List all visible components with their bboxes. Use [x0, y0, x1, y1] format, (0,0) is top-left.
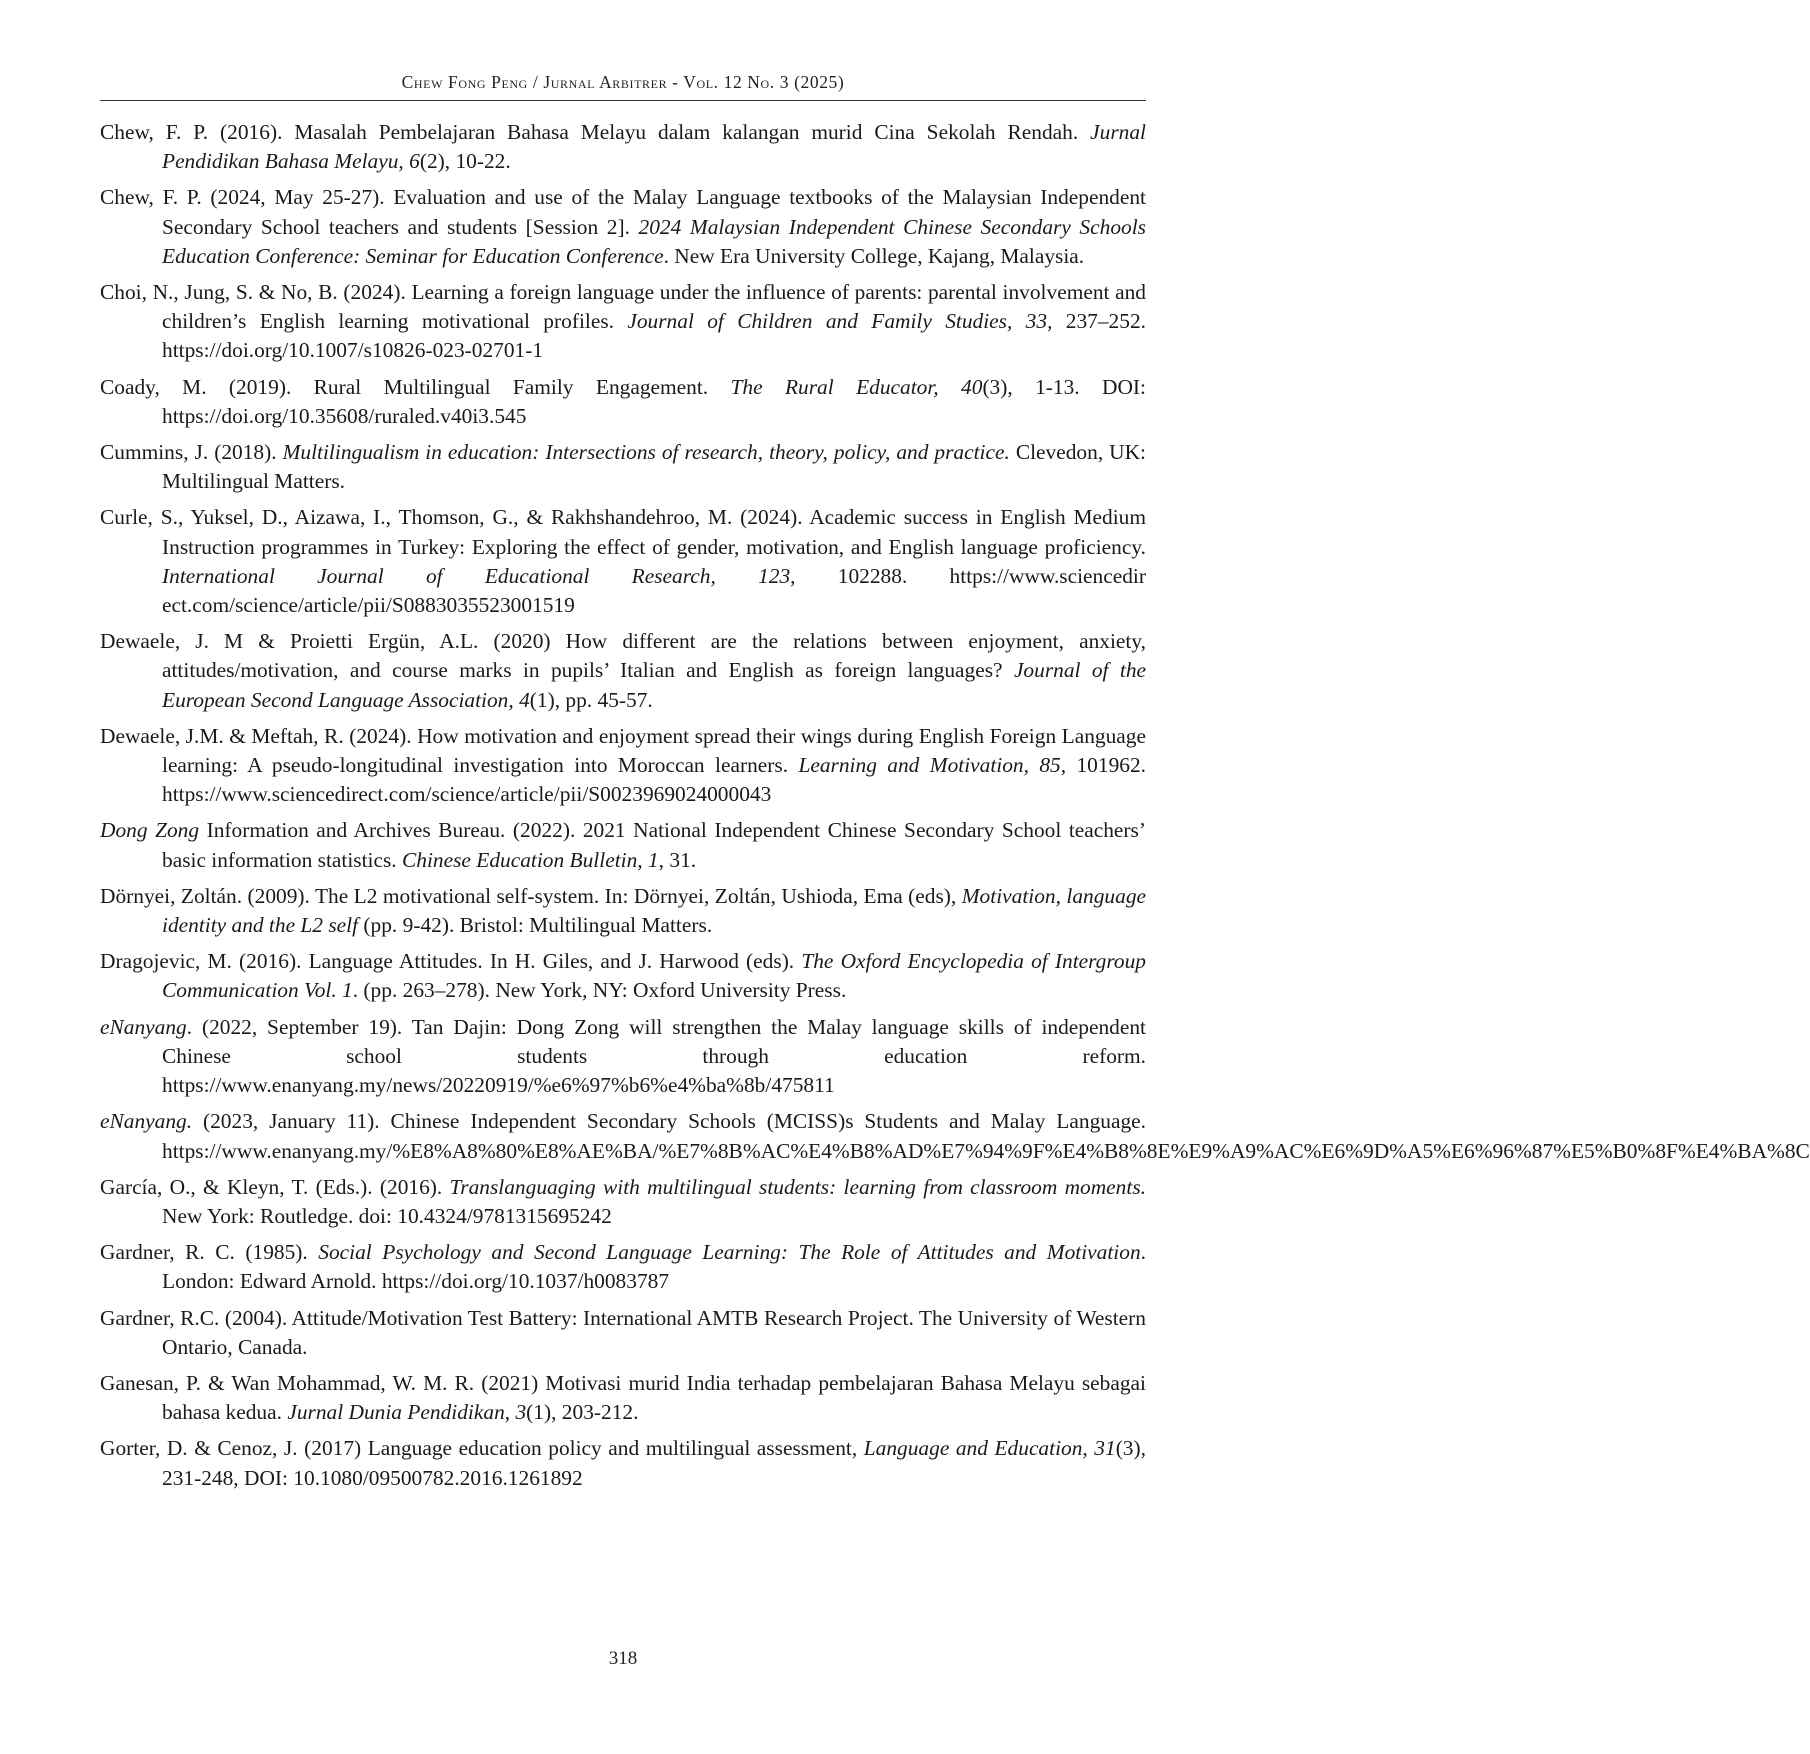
- reference-text-segment: Dewaele, J. M & Proietti Ergün, A.L. (2020) How different are the relations between enjoyment, anxiety, attitudes/motivation, and course marks in pupils’ Italian and English as foreign languages?: [100, 629, 1146, 683]
- reference-italic-segment: Journal of Children and Family Studies, 33,: [627, 309, 1053, 334]
- reference-text-segment: . New Era University College, Kajang, Malaysia.: [663, 243, 1085, 268]
- reference-text-segment: Information and Archives Bureau. (2022). 2021 National Independent Chinese Secondary School teachers’ basic information statistics.: [162, 818, 1146, 872]
- reference-entry: [100, 278, 1146, 366]
- reference-text-segment: Gardner, R.C. (2004). Attitude/Motivation Test Battery: International AMTB Research Project. The University of Western Ontario, Canada.: [100, 1305, 1146, 1359]
- reference-italic-segment: Jurnal Dunia Pendidikan: [287, 1400, 505, 1425]
- reference-text-segment: Chew, F. P. (2016). Masalah Pembelajaran Bahasa Melayu dalam kalangan murid Cina Sekolah Rendah.: [100, 120, 1091, 144]
- reference-entry: [100, 1107, 1810, 1165]
- reference-entry: [100, 183, 1146, 271]
- reference-entry: [100, 882, 1146, 940]
- header-rule: [100, 100, 1146, 101]
- reference-text-segment: ,: [504, 1400, 516, 1425]
- reference-text-segment: New York: Routledge. doi: 10.4324/9781315695242: [162, 1203, 612, 1228]
- reference-italic-segment: Multilingualism in education: Intersections of research, theory, policy, and practice.: [282, 440, 1010, 465]
- reference-text-segment: Gorter, D. & Cenoz, J. (2017) Language education policy and multilingual assessment,: [100, 1436, 864, 1461]
- reference-entry: [100, 1238, 1146, 1296]
- reference-text-segment: Coady, M. (2019). Rural Multilingual Family Engagement.: [100, 374, 731, 399]
- reference-text-segment: Cummins, J. (2018).: [100, 440, 283, 465]
- reference-text-segment: Dragojevic, M. (2016). Language Attitudes. In H. Giles, and J. Harwood (eds).: [100, 949, 802, 974]
- reference-entry: [100, 816, 1146, 874]
- reference-entry: [100, 1369, 1146, 1427]
- reference-text-segment: Clevedon, UK: Multilingual Matters.: [162, 440, 1146, 494]
- reference-text-segment: (2023, January 11). Chinese Independent Secondary Schools (MCISS)s Students and Malay Language. https://www.enanyang.my/%E8%A8%80%E8%AE%BA/%E7%8B%AC%E4%B8%AD%E7%94%9F%E4%B8%8E%E9%A9%AC%E6%9D%A5%E6%96%87%E5%B0%8F%E4%BA%8C: [162, 1109, 1810, 1163]
- reference-entry: [100, 438, 1146, 496]
- reference-italic-segment: Chinese Education Bulletin, 1: [402, 847, 659, 872]
- reference-entry: [100, 1173, 1146, 1231]
- page-number: 318: [608, 1648, 638, 1669]
- reference-italic-segment: Learning and Motivation, 85: [798, 753, 1061, 778]
- reference-italic-segment: Social Psychology and Second Language Learning: The Role of Attitudes and Motivation: [318, 1240, 1141, 1265]
- reference-italic-segment: International Journal of Educational Research, 123: [162, 563, 791, 588]
- reference-text-segment: (3), 1-13. DOI: https://doi.org/10.35608/ruraled.v40i3.545: [162, 374, 1146, 428]
- reference-italic-segment: eNanyang: [100, 1014, 187, 1039]
- reference-text-segment: . London: Edward Arnold. https://doi.org/10.1037/h0083787: [162, 1240, 1147, 1294]
- running-header: Chew Fong Peng / Jurnal Arbitrer - Vol. 12 No. 3 (2025): [401, 72, 845, 92]
- reference-italic-segment: The Rural Educator, 40: [730, 374, 983, 399]
- reference-entry: [100, 627, 1146, 715]
- reference-italic-segment: Motivation, language identity and the L2 self: [162, 883, 1147, 938]
- reference-italic-segment: 2024 Malaysian Independent Chinese Secondary Schools Education Conference: Seminar for Education Conference: [162, 214, 1146, 268]
- reference-italic-segment: Jurnal Pendidikan Bahasa Melayu, 6: [162, 120, 1146, 174]
- reference-text-segment: (1), pp. 45-57.: [529, 687, 653, 712]
- reference-italic-segment: Journal of the European Second Language Association, 4: [162, 658, 1147, 712]
- reference-text-segment: Choi, N., Jung, S. & No, B. (2024). Learning a foreign language under the influence of parents: parental involvement and children’s English learning motivational profiles.: [100, 280, 1146, 334]
- reference-text-segment: Chew, F. P. (2024, May 25-27). Evaluation and use of the Malay Language textbooks of the Malaysian Independent Secondary School teachers and students [Session 2].: [100, 185, 1146, 239]
- reference-text-segment: (pp. 9-42). Bristol: Multilingual Matters.: [358, 913, 713, 938]
- reference-text-segment: , 102288. https://www.sciencedir ect.com/science/article/pii/S0883035523001519: [162, 563, 1146, 618]
- reference-text-segment: Gardner, R. C. (1985).: [100, 1240, 319, 1265]
- reference-text-segment: Ganesan, P. & Wan Mohammad, W. M. R. (2021) Motivasi murid India terhadap pembelajaran Bahasa Melayu sebagai bahasa kedua.: [100, 1370, 1146, 1425]
- reference-italic-segment: Language and Education, 31: [863, 1436, 1116, 1461]
- reference-text-segment: . (2022, September 19). Tan Dajin: Dong Zong will strengthen the Malay language skills of independent Chinese school students through education reform. https://www.enanyang.my/news/20220919/%e6%97%b6%e4%ba%8b/475811: [162, 1014, 1146, 1098]
- reference-entry: [100, 947, 1146, 1005]
- reference-entry: [100, 722, 1146, 810]
- reference-italic-segment: eNanyang.: [100, 1109, 193, 1134]
- reference-italic-segment: The Oxford Encyclopedia of Intergroup Communication Vol. 1: [162, 949, 1146, 1003]
- reference-text-segment: (2), 10-22.: [419, 149, 511, 174]
- reference-text-segment: Dörnyei, Zoltán. (2009). The L2 motivational self-system. In: Dörnyei, Zoltán, Ushioda, Ema (eds),: [100, 883, 962, 908]
- reference-text-segment: Curle, S., Yuksel, D., Aizawa, I., Thomson, G., & Rakhshandehroo, M. (2024). Academic success in English Medium Instruction programmes in Turkey: Exploring the effect of gender, motivation, and English language proficiency.: [100, 505, 1146, 559]
- reference-italic-segment: 3: [515, 1400, 527, 1425]
- reference-entry: [100, 503, 1146, 620]
- reference-entry: [100, 118, 1146, 176]
- reference-text-segment: Dewaele, J.M. & Meftah, R. (2024). How motivation and enjoyment spread their wings during English Foreign Language learning: A pseudo-longitudinal investigation into Moroccan learners.: [100, 723, 1146, 778]
- reference-text-segment: (1), 203-212.: [526, 1400, 639, 1425]
- reference-text-segment: , 31.: [658, 847, 697, 872]
- reference-text-segment: (3), 231-248, DOI: 10.1080/09500782.2016.1261892: [162, 1436, 1146, 1490]
- reference-entry: [100, 1434, 1146, 1492]
- reference-entry: [100, 373, 1146, 431]
- reference-text-segment: 237–252. https://doi.org/10.1007/s10826-023-02701-1: [162, 309, 1146, 363]
- reference-text-segment: García, O., & Kleyn, T. (Eds.). (2016).: [100, 1174, 450, 1199]
- reference-italic-segment: Translanguaging with multilingual students: learning from classroom moments.: [449, 1174, 1146, 1199]
- reference-list: [100, 118, 1810, 1500]
- reference-text-segment: , 101962. https://www.sciencedirect.com/science/article/pii/S0023969024000043: [162, 753, 1147, 807]
- reference-italic-segment: Dong Zong: [100, 818, 200, 843]
- reference-entry: [100, 1304, 1146, 1362]
- reference-text-segment: . (pp. 263–278). New York, NY: Oxford University Press.: [352, 978, 847, 1003]
- reference-entry: [100, 1013, 1146, 1101]
